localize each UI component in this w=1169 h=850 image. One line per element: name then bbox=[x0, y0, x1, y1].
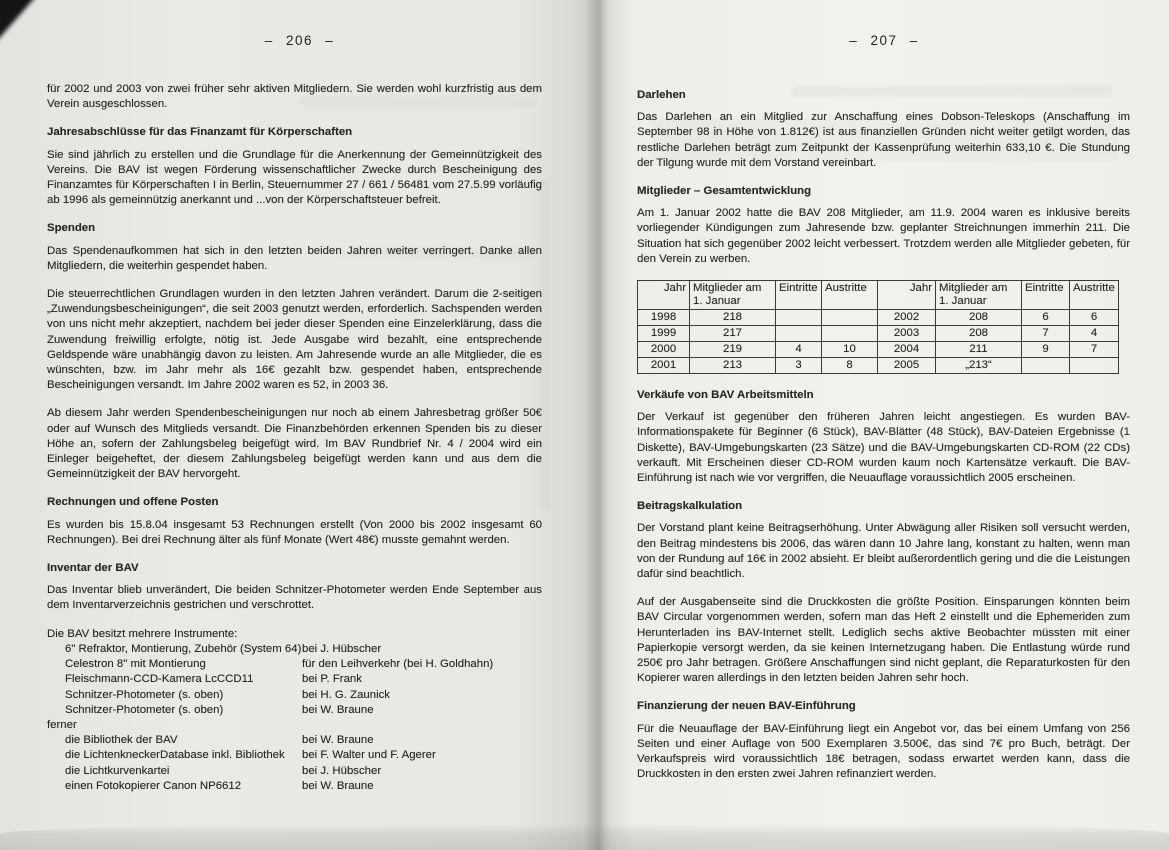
inventory-item-name: die LichtenkneckerDatabase inkl. Bibliothek bbox=[65, 749, 285, 762]
inventory-item-holder: bei J. Hübscher bbox=[302, 764, 382, 777]
heading-beitrag: Beitragskalkulation bbox=[637, 500, 743, 513]
scan-bleedthrough bbox=[300, 96, 535, 107]
member-table-cell: 7 bbox=[1022, 326, 1070, 342]
heading-verkaeufe: Verkäufe von BAV Arbeitsmitteln bbox=[637, 389, 814, 402]
member-table-row bbox=[638, 326, 1119, 342]
page-number-206: – 206 – bbox=[264, 33, 335, 48]
inventory-item-name: Schnitzer-Photometer (s. oben) bbox=[65, 688, 224, 701]
scan-bleedthrough bbox=[652, 118, 1117, 162]
inventory-item-holder: bei W. Braune bbox=[302, 779, 374, 792]
member-table-cell: 219 bbox=[690, 342, 776, 358]
scan-bleedthrough bbox=[340, 248, 535, 258]
inventory-item-holder: bei W. Braune bbox=[302, 734, 374, 747]
inventory-ferner-label: ferner bbox=[47, 718, 77, 731]
para-rechnungen: Es wurden bis 15.8.04 insgesamt 53 Rechnungen erstellt (Von 2000 bis 2002 insgesamt 60 Rechnungen). Bei drei Rechnung älter als fünf Monate (Wert 48€) musste gemahnt werden. bbox=[47, 518, 542, 546]
scan-corner-fold bbox=[0, 0, 40, 44]
member-table-body bbox=[638, 310, 1119, 374]
heading-spenden: Spenden bbox=[47, 222, 96, 235]
member-table-cell: 1999 bbox=[638, 326, 690, 342]
member-table-cell: 7 bbox=[1070, 342, 1119, 358]
member-table-cell bbox=[1070, 358, 1119, 374]
para-mitglieder: Am 1. Januar 2002 hatte die BAV 208 Mitglieder, am 11.9. 2004 waren es inklusive bereits vorliegender Kündigungen zum Jahresende bzw. geplanter Streichnungen immerhin 211. Die Situation hat sich gegenüber 2002 leicht verbessert. Trotzdem werden alle Mitglieder gebeten, für den Verein zu werben. bbox=[637, 207, 1130, 265]
inventory-row bbox=[47, 733, 542, 748]
scan-bottom-edge bbox=[0, 824, 1169, 850]
para-spenden-3: Ab diesem Jahr werden Spendenbescheinigungen nur noch ab einem Jahresbetrag größer 50€ oder auf Wunsch des Mitglieds versandt. Die Finanzbehörden erkennen Spenden bis zu dieser Höhe an, sofern der Zahlungsbeleg beigefügt wird. Im BAV Rundbrief Nr. 4 / 2004 wird ein Einleger beigeheftet, der diesem Zahlungsbeleg beigefügt werden kann und aus dem die Gemeinnützigkeit der BAV hervorgeht. bbox=[47, 407, 542, 481]
member-table-header: Mitglieder am 1. Januar bbox=[690, 281, 776, 310]
member-table-cell: 213 bbox=[690, 358, 776, 374]
inventory-list bbox=[47, 642, 542, 794]
member-table-header: Jahr bbox=[878, 281, 936, 310]
member-table-header: Austritte bbox=[1070, 281, 1119, 310]
heading-finanzierung: Finanzierung der neuen BAV-Einführung bbox=[637, 700, 856, 713]
inventory-row bbox=[47, 779, 542, 794]
page-gutter-shadow bbox=[584, 0, 610, 850]
member-table-head-row bbox=[638, 281, 1119, 310]
member-table-row bbox=[638, 342, 1119, 358]
member-table-cell bbox=[822, 326, 878, 342]
inventory-item-holder: bei W. Braune bbox=[302, 703, 374, 716]
member-table-cell: 6 bbox=[1022, 310, 1070, 326]
member-table-row bbox=[638, 358, 1119, 374]
member-table-cell: 2004 bbox=[878, 342, 936, 358]
heading-jahresabschluesse: Jahresabschlüsse für das Finanzamt für Körperschaften bbox=[47, 126, 353, 139]
member-table-cell: „213“ bbox=[936, 358, 1022, 374]
inventory-row bbox=[47, 748, 542, 763]
member-table-header: Austritte bbox=[822, 281, 878, 310]
inventory-item-holder: für den Leihverkehr (bei H. Goldhahn) bbox=[302, 658, 494, 671]
member-table-cell: 2005 bbox=[878, 358, 936, 374]
inventory-item-name: Celestron 8" mit Montierung bbox=[65, 658, 206, 671]
heading-rechnungen: Rechnungen und offene Posten bbox=[47, 496, 219, 509]
page-206-content bbox=[47, 82, 542, 794]
para-darlehen: Das Darlehen an ein Mitglied zur Anschaffung eines Dobson-Teleskops (Anschaffung im September 98 in Höhe von 1.812€) ist aus finanziellen Gründen nicht weiter getilgt worden, das restliche Darlehen beträgt zum Zeitpunkt der Kassenprüfung weiterhin 633,10 €. Die Stundung der Tilgung wurde mit dem Vorstand vereinbart. bbox=[637, 111, 1130, 169]
member-table-cell: 4 bbox=[776, 342, 822, 358]
inventory-item-holder: bei H. G. Zaunick bbox=[302, 688, 390, 701]
member-table-cell: 218 bbox=[690, 310, 776, 326]
inventory-item-name: die Bibliothek der BAV bbox=[65, 734, 178, 747]
heading-mitglieder: Mitglieder – Gesamtentwicklung bbox=[637, 185, 812, 198]
inventory-item-holder: bei F. Walter und F. Agerer bbox=[302, 749, 436, 762]
member-table-cell: 217 bbox=[690, 326, 776, 342]
para-spenden-1: Das Spendenaufkommen hat sich in den letzten beiden Jahren weiter verringert. Danke allen Mitgliedern, die weiterhin gespendet haben. bbox=[47, 244, 542, 272]
member-table-header: Mitglieder am 1. Januar bbox=[936, 281, 1022, 310]
member-table-row bbox=[638, 310, 1119, 326]
page-number-207: – 207 – bbox=[849, 33, 919, 48]
member-table-cell: 4 bbox=[1070, 326, 1119, 342]
member-table-cell: 9 bbox=[1022, 342, 1070, 358]
member-table-cell: 2001 bbox=[638, 358, 690, 374]
member-table-cell bbox=[1022, 358, 1070, 374]
inventory-item-name: die Lichtkurvenkartei bbox=[65, 764, 170, 777]
member-table-cell: 6 bbox=[1070, 310, 1119, 326]
scan-bleedthrough bbox=[642, 430, 832, 439]
para-beitrag-1: Der Vorstand plant keine Beitragserhöhung. Unter Abwägung aller Risiken soll versucht werden, den Beitrag mindestens bis 2006, das wären dann 10 Jahre lang, konstant zu halten, wenn man von der Rundung auf 16€ in 2002 absieht. Er bleibt außerordentlich gering und die die Leistungen dafür sind beachtlich. bbox=[637, 522, 1130, 581]
inventory-row bbox=[47, 764, 542, 779]
member-table-header: Eintritte bbox=[776, 281, 822, 310]
member-table-cell: 2002 bbox=[878, 310, 936, 326]
member-table-cell: 10 bbox=[822, 342, 878, 358]
inventory-row bbox=[47, 672, 542, 687]
member-table-cell: 208 bbox=[936, 326, 1022, 342]
member-development-table bbox=[637, 280, 1119, 374]
para-beitrag-2: Auf der Ausgabenseite sind die Druckkosten die größte Position. Einsparungen könnten beim BAV Circular vorgenommen werden, sofern man das Heft 2 einstellt und die Ephemeriden zum Herunterladen ins BAV-Internet stellt. Lediglich sechs aktive Beobachter müssten mit einer Papierkopie versorgt werden, da sie keinen Internetzugang haben. Die Entlastung würde rund 250€ pro Jahr betragen. Größere Anschaffungen sind nicht geplant, die Reparaturkosten für den Kopierer waren allerdings in den letzten beiden Jahren sehr hoch. bbox=[637, 596, 1130, 685]
member-table-header: Jahr bbox=[638, 281, 690, 310]
inventory-item-name: Fleischmann-CCD-Kamera LcCCD11 bbox=[65, 673, 254, 686]
member-table-cell: 2000 bbox=[638, 342, 690, 358]
member-table-cell bbox=[776, 310, 822, 326]
member-table-cell bbox=[776, 326, 822, 342]
inventory-intro: Die BAV besitzt mehrere Instrumente: bbox=[47, 627, 238, 640]
inventory-item-name: Schnitzer-Photometer (s. oben) bbox=[65, 703, 224, 716]
page-207-content bbox=[637, 88, 1130, 796]
inventory-row bbox=[47, 657, 542, 672]
para-verkaeufe: Der Verkauf ist gegenüber den früheren Jahren leicht angestiegen. Es wurden BAV-Informationspakete für Beginner (6 Stück), BAV-Blätter (48 Stück), BAV-Dateien Ergebnisse (1 Diskette), BAV-Umgebungskarten (23 Sätze) und die BAV-Umgebungskarten CD-ROM (22 CDs) verkauft. Mit Erscheinen dieser CD-ROM wurden kaum noch Kartensätze verkauft. Die BAV-Einführung ist nach wie vor vergriffen, die Neuauflage voraussichtlich 2005 erscheinen. bbox=[637, 411, 1130, 485]
member-table-cell: 211 bbox=[936, 342, 1022, 358]
member-table-header: Eintritte bbox=[1022, 281, 1070, 310]
member-table-cell: 8 bbox=[822, 358, 878, 374]
member-table-cell: 3 bbox=[776, 358, 822, 374]
scan-bleedthrough bbox=[540, 180, 549, 510]
scan-bleedthrough bbox=[792, 86, 1112, 96]
member-table-cell bbox=[822, 310, 878, 326]
para-spenden-2: Die steuerrechtlichen Grundlagen wurden in den letzten Jahren verändert. Darum die 2-seitigen „Zuwendungsbescheinigungen“, die seit 2003 genutzt werden, erforderlich. Sachspenden werden von uns nicht mehr akzeptiert, nachdem bei jeder dieser Spenden eine Einzelerklärung, dass die Zuwendung freiwillig erfolgte, nötig ist. Jede Ausgabe wird bezahlt, eine entsprechende Geldspende wäre unabhängig davon zu leisten. Am Jahresende wurde an alle Mitglieder, die es wünschten, bzw. im Jahr mehr als 16€ gezahlt bzw. gespendet haben, entsprechende Bescheinigungen versandt. Im Jahre 2002 waren es 52, in 2003 36. bbox=[47, 288, 542, 392]
para-inventar: Das Inventar blieb unverändert, Die beiden Schnitzer-Photometer werden Ende September aus dem Inventarverzeichnis gestrichen und verschrottet. bbox=[47, 584, 542, 612]
inventory-item-holder: bei J. Hübscher bbox=[302, 642, 382, 655]
member-table-cell: 2003 bbox=[878, 326, 936, 342]
para-intro: für 2002 und 2003 von zwei früher sehr aktiven Mitgliedern. Sie werden wohl kurzfristig aus dem Verein ausgeschlossen. bbox=[47, 83, 542, 111]
para-jahresabschluesse: Sie sind jährlich zu erstellen und die Grundlage für die Anerkennung der Gemeinnützigkeit des Vereins. Die BAV ist wegen Förderung wissenschaftlicher Zwecke durch Bescheinigung des Finanzamtes für Körperschaften I in Berlin, Steuernummer 27 / 661 / 56481 vom 27.5.99 vorläufig ab 1996 als gemeinnützig anerkannt und ...von der Körperschaftsteuer befreit. bbox=[47, 148, 542, 207]
member-table-cell: 208 bbox=[936, 310, 1022, 326]
inventory-item-holder: bei P. Frank bbox=[302, 673, 362, 686]
member-table-cell: 1998 bbox=[638, 310, 690, 326]
inventory-row bbox=[47, 642, 542, 657]
inventory-row bbox=[47, 688, 542, 703]
inventory-item-name: einen Fotokopierer Canon NP6612 bbox=[65, 779, 242, 792]
heading-inventar: Inventar der BAV bbox=[47, 562, 139, 575]
inventory-item-name: 6" Refraktor, Montierung, Zubehör (System 64) bbox=[65, 642, 302, 655]
inventory-row bbox=[47, 703, 542, 718]
para-finanzierung: Für die Neuauflage der BAV-Einführung liegt ein Angebot vor, das bei einem Umfang von 256 Seiten und einer Auflage von 500 Exemplaren 3.500€, das sind 7€ pro Buch, beträgt. Der Verkaufspreis wird voraussichtlich 18€ betragen, sodass erwartet werden kann, dass die Druckkosten in den ersten zwei Jahren refinanziert werden. bbox=[637, 722, 1130, 781]
heading-darlehen: Darlehen bbox=[637, 89, 686, 101]
